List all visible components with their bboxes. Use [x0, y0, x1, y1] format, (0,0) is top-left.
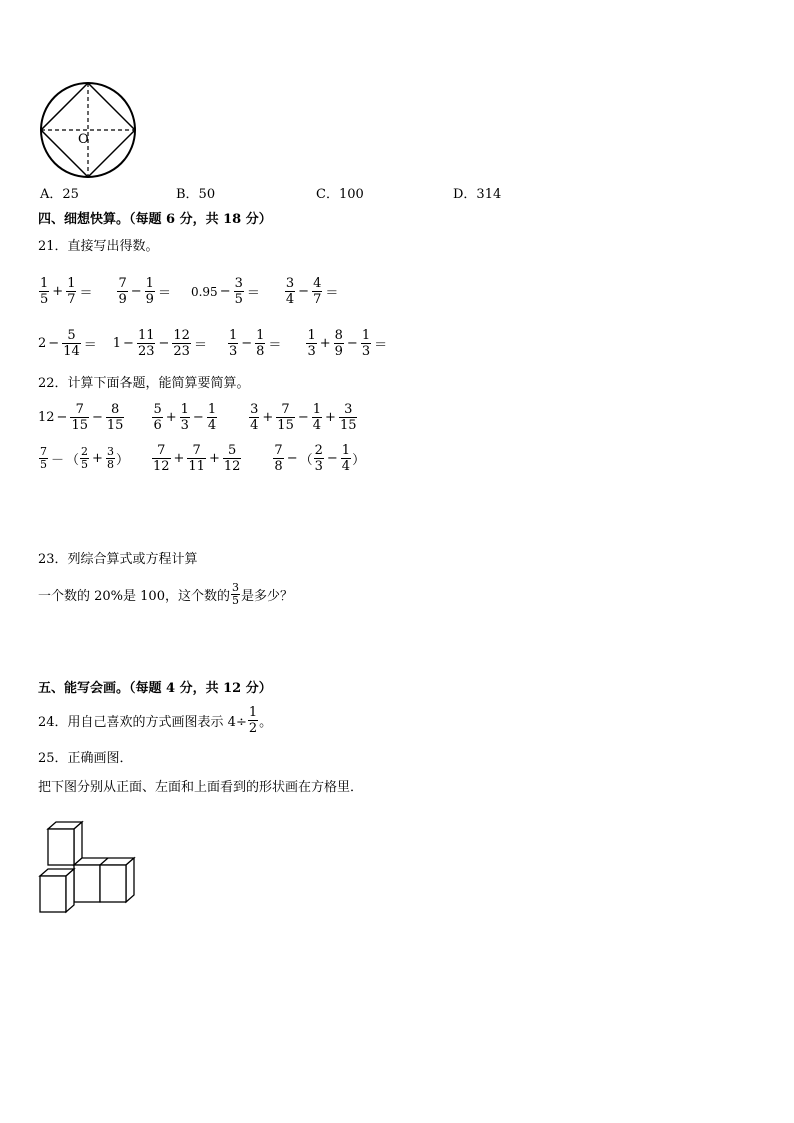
frac: $\frac{8}{9}$: [334, 328, 343, 359]
frac: $\frac{1}{9}$: [145, 276, 154, 307]
q22-title: 22．计算下面各题，能简算要简算。: [38, 376, 250, 391]
frac: $\frac{1}{4}$: [312, 402, 322, 433]
frac: $\frac{8}{15}$: [106, 402, 124, 433]
frac: $\frac{7}{15}$: [277, 402, 294, 433]
frac: $\frac{2}{3}$: [314, 443, 323, 474]
q22-row2: $\frac{7}{5}$ － （ $\frac{2}{5}$ + $\frac{3}{8}$ ） $\frac{7}{12}$ + $\frac{7}{11}$ + $\frac{5}{12}$ $\frac{7}{8}$ − （ $\frac{2}{3}$ − $\frac{1}{4}$ ）: [40, 443, 366, 474]
frac: $\frac{5}{12}$: [223, 443, 241, 474]
frac: $\frac{1}{3}$: [228, 328, 238, 359]
circle-square-figure: [38, 80, 138, 180]
frac: $\frac{1}{3}$: [307, 328, 316, 359]
frac: $\frac{3}{4}$: [250, 402, 259, 433]
frac: $\frac{5}{14}$: [63, 328, 80, 359]
cube-front-face: [48, 829, 74, 865]
frac: $\frac{7}{5}$: [40, 445, 47, 471]
section4-heading: 四、细想快算。（每题 6 分，共 18 分）: [38, 212, 272, 227]
q21-row1: $\frac{1}{5}$ + $\frac{1}{7}$ ＝ $\frac{7}{9}$ − $\frac{1}{9}$ ＝ 0.95 − $\frac{3}{5}$ ＝ $\frac{3}{4}$ − $\frac{4}{7}$ ＝: [40, 276, 339, 307]
frac: $\frac{1}{4}$: [341, 443, 351, 474]
frac: $\frac{1}{4}$: [207, 402, 217, 433]
frac: $\frac{3}{4}$: [285, 276, 295, 307]
frac: $\frac{4}{7}$: [313, 276, 322, 307]
cube-stack-figure: [36, 818, 140, 916]
option-c: C．100: [316, 187, 364, 202]
frac: $\frac{1}{3}$: [361, 328, 371, 359]
frac: $\frac{3}{5}$: [234, 276, 243, 307]
option-b: B．50: [176, 187, 216, 202]
q23-text: 一个数的 20%是 100，这个数的 $\frac{3}{5}$ 是多少？: [38, 581, 293, 607]
q25-title: 25．正确画图．: [38, 751, 133, 766]
frac: $\frac{1}{2}$: [248, 705, 258, 736]
option-a: A．25: [40, 187, 79, 202]
q24-text: 24．用自己喜欢的方式画图表示 4÷ $\frac{1}{2}$ 。: [38, 705, 273, 736]
frac: $\frac{2}{5}$: [81, 445, 89, 471]
option-d: D．314: [453, 187, 502, 202]
section5-heading: 五、能写会画。（每题 4 分，共 12 分）: [38, 681, 272, 696]
q22-row1: 12 − $\frac{7}{15}$ − $\frac{8}{15}$ $\frac{5}{6}$ + $\frac{1}{3}$ − $\frac{1}{4}$ $\frac{3}{4}$ + $\frac{7}{15}$ − $\frac{1}{4}$ + $\frac{3}{15}$: [38, 402, 357, 433]
cube-front-face: [74, 865, 100, 902]
center-label: O: [78, 132, 89, 147]
frac: $\frac{5}{6}$: [153, 402, 162, 433]
frac: $\frac{7}{15}$: [71, 402, 88, 433]
q25-text: 把下图分别从正面、左面和上面看到的形状画在方格里．: [38, 780, 364, 795]
q23-title: 23．列综合算式或方程计算: [38, 552, 198, 567]
frac: $\frac{7}{8}$: [274, 443, 283, 474]
frac: $\frac{12}{23}$: [173, 328, 190, 359]
cube-side-face: [126, 858, 134, 902]
cube-front-face: [100, 865, 126, 902]
cube-side-face: [66, 869, 74, 912]
q21-title: 21．直接写出得数。: [38, 239, 159, 254]
frac: $\frac{11}{23}$: [137, 328, 155, 359]
frac: $\frac{7}{9}$: [118, 276, 127, 307]
frac: $\frac{7}{12}$: [152, 443, 170, 474]
frac: $\frac{1}{5}$: [40, 276, 49, 307]
cube-front-face: [40, 876, 66, 912]
frac: $\frac{3}{5}$: [231, 581, 239, 607]
frac: $\frac{1}{8}$: [256, 328, 265, 359]
frac: $\frac{7}{11}$: [188, 443, 205, 474]
frac: $\frac{3}{15}$: [339, 402, 357, 433]
frac: $\frac{1}{7}$: [67, 276, 76, 307]
frac: $\frac{1}{3}$: [180, 402, 189, 433]
frac: $\frac{3}{8}$: [106, 445, 114, 471]
q21-row2: 2 − $\frac{5}{14}$ ＝ 1 − $\frac{11}{23}$ − $\frac{12}{23}$ ＝ $\frac{1}{3}$ − $\frac{1}{8}$ ＝ $\frac{1}{3}$ + $\frac{8}{9}$ − $\frac{1}{3}$ ＝: [38, 328, 388, 359]
